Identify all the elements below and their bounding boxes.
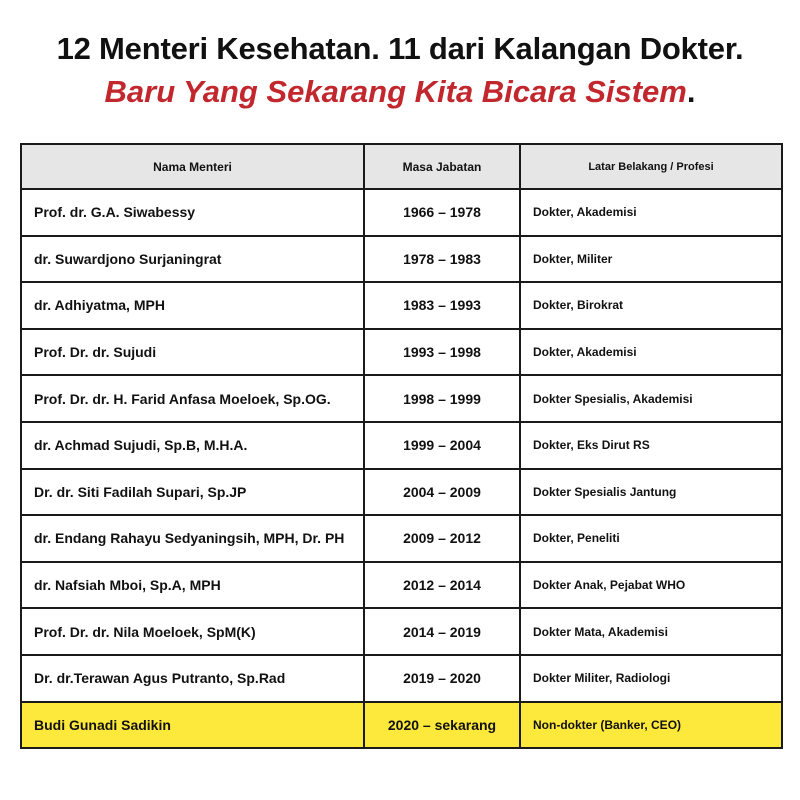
table-row bbox=[21, 515, 782, 562]
minister-name: dr. Achmad Sujudi, Sp.B, M.H.A. bbox=[21, 422, 364, 469]
minister-background: Dokter Anak, Pejabat WHO bbox=[520, 562, 782, 609]
term-period: 2012 – 2014 bbox=[364, 562, 520, 609]
table-row bbox=[21, 655, 782, 702]
minister-background: Dokter Spesialis, Akademisi bbox=[520, 375, 782, 422]
minister-background: Dokter Spesialis Jantung bbox=[520, 469, 782, 516]
minister-background: Dokter, Birokrat bbox=[520, 282, 782, 329]
term-period: 1978 – 1983 bbox=[364, 236, 520, 283]
term-period: 2004 – 2009 bbox=[364, 469, 520, 516]
minister-name: Prof. Dr. dr. Nila Moeloek, SpM(K) bbox=[21, 608, 364, 655]
column-header-name: Nama Menteri bbox=[21, 144, 364, 189]
term-period: 1993 – 1998 bbox=[364, 329, 520, 376]
table-row bbox=[21, 282, 782, 329]
minister-background: Dokter, Peneliti bbox=[520, 515, 782, 562]
minister-name: Dr. dr. Siti Fadilah Supari, Sp.JP bbox=[21, 469, 364, 516]
table-row bbox=[21, 329, 782, 376]
term-period: 1966 – 1978 bbox=[364, 189, 520, 236]
term-period: 2019 – 2020 bbox=[364, 655, 520, 702]
table-row bbox=[21, 375, 782, 422]
term-period: 1998 – 1999 bbox=[364, 375, 520, 422]
minister-background: Dokter, Militer bbox=[520, 236, 782, 283]
minister-name: dr. Nafsiah Mboi, Sp.A, MPH bbox=[21, 562, 364, 609]
minister-name: Dr. dr.Terawan Agus Putranto, Sp.Rad bbox=[21, 655, 364, 702]
table-row bbox=[21, 236, 782, 283]
minister-background: Dokter, Akademisi bbox=[520, 189, 782, 236]
table-row bbox=[21, 608, 782, 655]
heading-subtitle-accent: Baru Yang Sekarang Kita Bicara Sistem bbox=[104, 74, 687, 109]
minister-name: dr. Suwardjono Surjaningrat bbox=[21, 236, 364, 283]
table-row bbox=[21, 469, 782, 516]
minister-background: Dokter Mata, Akademisi bbox=[520, 608, 782, 655]
minister-name: Prof. Dr. dr. Sujudi bbox=[21, 329, 364, 376]
minister-name: Prof. Dr. dr. H. Farid Anfasa Moeloek, Sp.OG. bbox=[21, 375, 364, 422]
minister-background: Non-dokter (Banker, CEO) bbox=[520, 702, 782, 749]
column-header-background: Latar Belakang / Profesi bbox=[520, 144, 782, 189]
table-row bbox=[21, 189, 782, 236]
minister-background: Dokter, Eks Dirut RS bbox=[520, 422, 782, 469]
table-row bbox=[21, 422, 782, 469]
term-period: 2014 – 2019 bbox=[364, 608, 520, 655]
heading-subtitle-period: . bbox=[686, 74, 696, 109]
table-header-row bbox=[21, 144, 782, 189]
minister-name: dr. Endang Rahayu Sedyaningsih, MPH, Dr. PH bbox=[21, 515, 364, 562]
page-heading bbox=[0, 28, 800, 114]
minister-name: Budi Gunadi Sadikin bbox=[21, 702, 364, 749]
term-period: 1983 – 1993 bbox=[364, 282, 520, 329]
minister-name: Prof. dr. G.A. Siwabessy bbox=[21, 189, 364, 236]
ministers-table bbox=[20, 143, 783, 749]
heading-subtitle bbox=[0, 70, 800, 114]
term-period: 2009 – 2012 bbox=[364, 515, 520, 562]
minister-name: dr. Adhiyatma, MPH bbox=[21, 282, 364, 329]
term-period: 1999 – 2004 bbox=[364, 422, 520, 469]
table-row-highlighted bbox=[21, 702, 782, 749]
term-period: 2020 – sekarang bbox=[364, 702, 520, 749]
column-header-period: Masa Jabatan bbox=[364, 144, 520, 189]
minister-background: Dokter Militer, Radiologi bbox=[520, 655, 782, 702]
heading-title: 12 Menteri Kesehatan. 11 dari Kalangan Dokter. bbox=[56, 31, 744, 66]
minister-background: Dokter, Akademisi bbox=[520, 329, 782, 376]
table-row bbox=[21, 562, 782, 609]
